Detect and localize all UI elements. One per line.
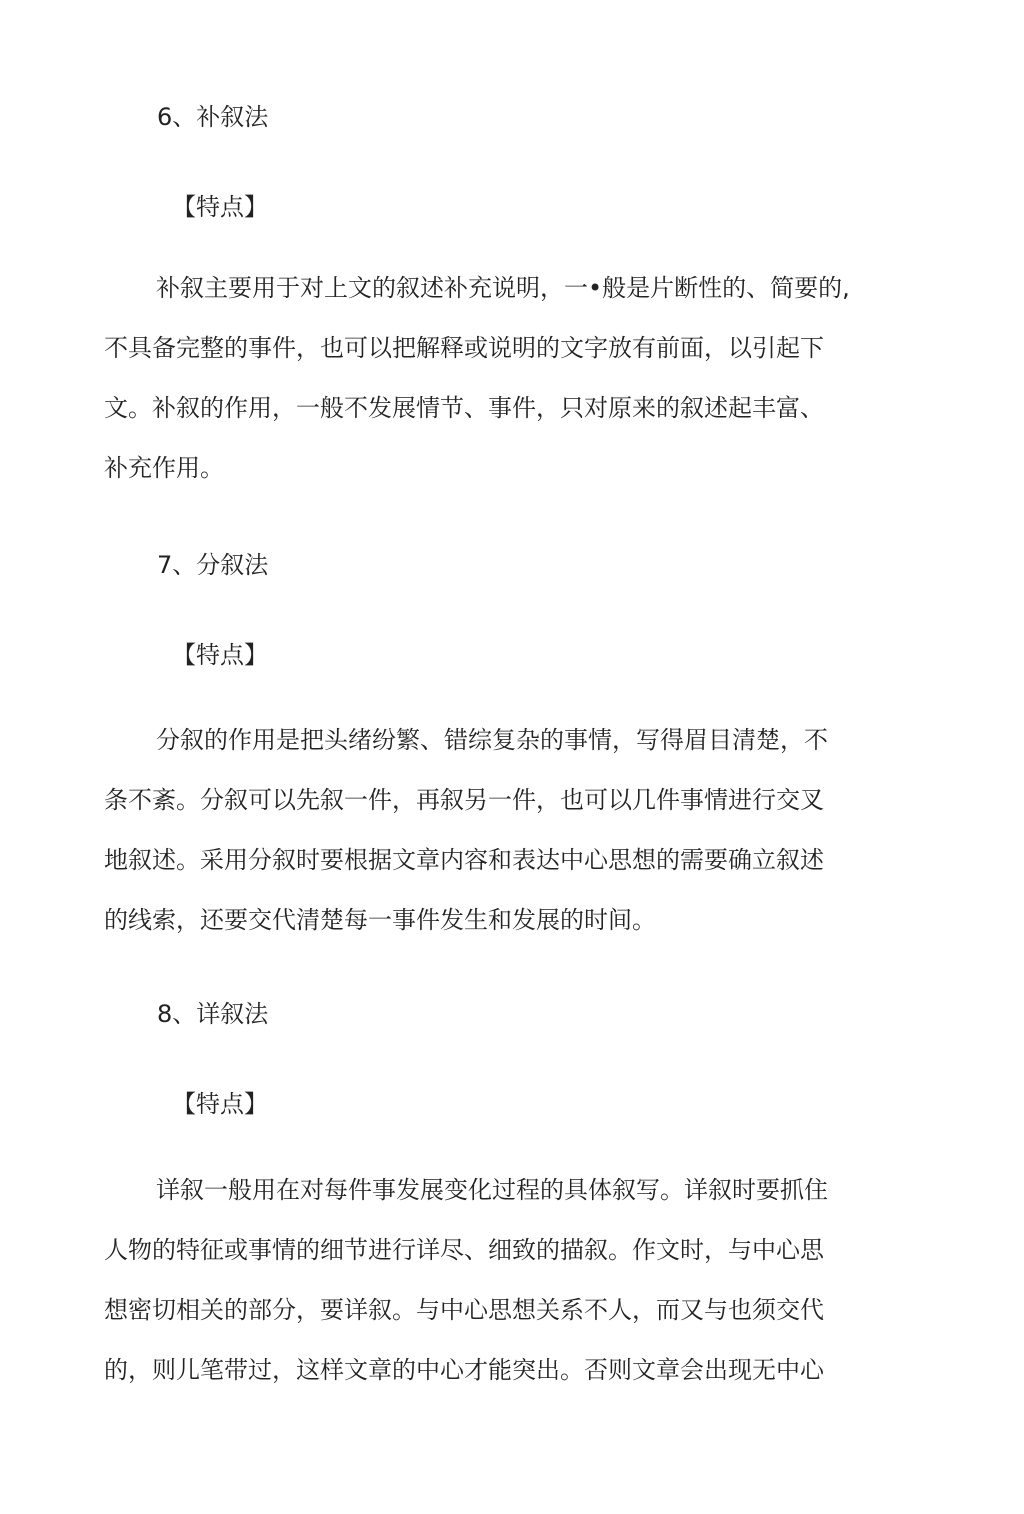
paragraph-8 [104,1160,904,1400]
paragraph-line: 分叙的作用是把头绪纷繁、错综复杂的事情，写得眉目清楚，不 [156,726,828,754]
section-heading-6: 6、补叙法 [157,103,269,131]
feature-tag-7: 【特点】 [172,641,268,669]
section-heading-8: 8、详叙法 [157,1000,269,1028]
paragraph-7 [104,710,904,950]
paragraph-line: 补叙主要用于对上文的叙述补充说明，一•般是片断性的、简要的, [156,274,850,302]
paragraph-line: 详叙一般用在对每件事发展变化过程的具体叙写。详叙时要抓住 [156,1176,828,1204]
paragraph-line: 不具备完整的事件，也可以把解释或说明的文字放有前面，以引起下 [104,334,824,362]
paragraph-line: 条不紊。分叙可以先叙一件，再叙另一件，也可以几件事情进行交叉 [104,786,824,814]
paragraph-line: 补充作用。 [104,454,224,482]
paragraph-line: 地叙述。采用分叙时要根据文章内容和表达中心思想的需要确立叙述 [104,846,824,874]
paragraph-line: 的，则儿笔带过，这样文章的中心才能突出。否则文章会出现无中心 [104,1356,824,1384]
paragraph-line: 文。补叙的作用，一般不发展情节、事件，只对原来的叙述起丰富、 [104,394,824,422]
feature-tag-6: 【特点】 [172,193,268,221]
feature-tag-8: 【特点】 [172,1090,268,1118]
paragraph-line: 的线索，还要交代清楚每一事件发生和发展的时间。 [104,906,656,934]
section-heading-7: 7、分叙法 [157,551,269,579]
paragraph-line: 想密切相关的部分，要详叙。与中心思想关系不人，而又与也须交代 [104,1296,824,1324]
paragraph-line: 人物的特征或事情的细节进行详尽、细致的描叙。作文时，与中心思 [104,1236,824,1264]
paragraph-6 [104,258,904,498]
